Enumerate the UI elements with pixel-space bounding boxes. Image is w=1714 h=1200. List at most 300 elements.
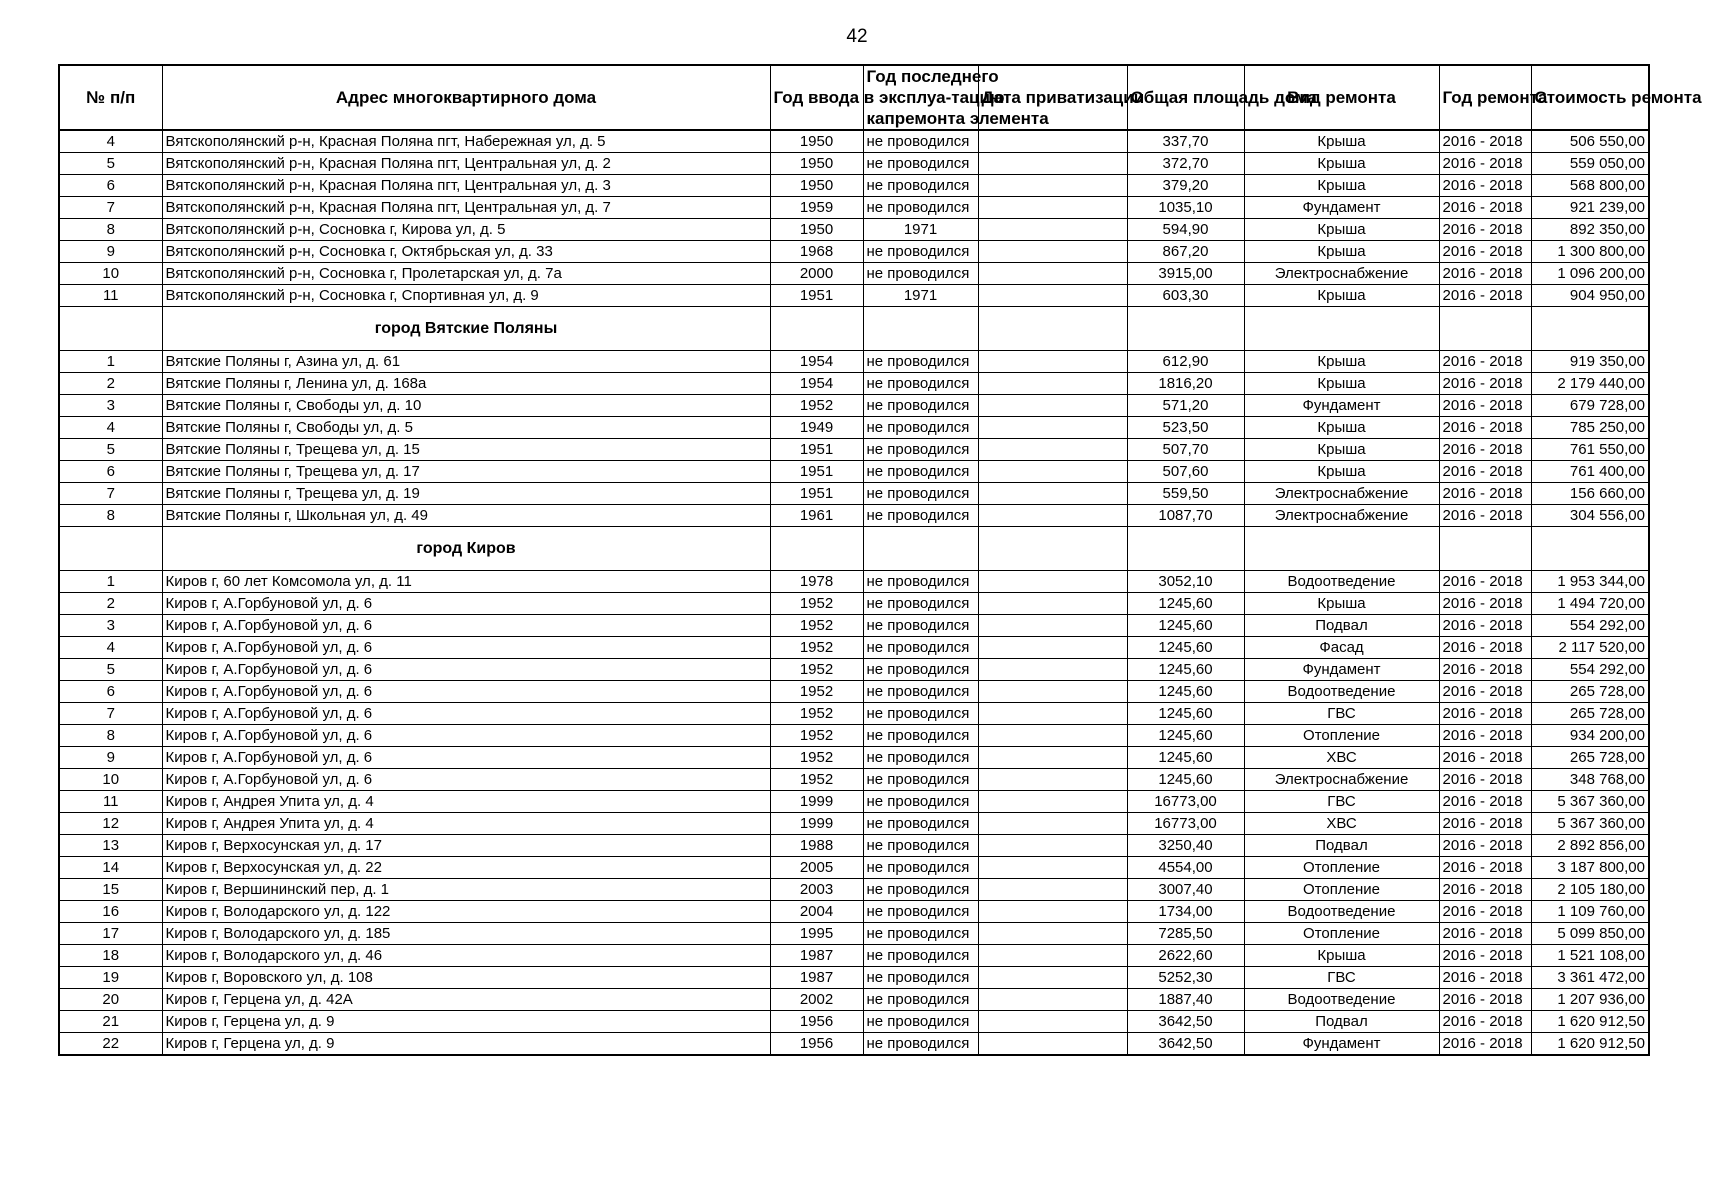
cell-repair-year: 2016 - 2018	[1439, 659, 1531, 681]
cell-repair-year: 2016 - 2018	[1439, 901, 1531, 923]
cell-area: 1816,20	[1127, 373, 1244, 395]
repair-table	[58, 64, 1702, 1056]
cell-cost: 679 728,00	[1531, 395, 1649, 417]
col-header-privatization: Дата приватизации	[978, 65, 1127, 130]
table-row	[59, 153, 1649, 175]
cell-address: Киров г, Герцена ул, д. 9	[162, 1033, 770, 1056]
cell-last-repair: не проводился	[863, 395, 978, 417]
col-header-area: Общая площадь дома	[1127, 65, 1244, 130]
cell-privatization	[978, 1011, 1127, 1033]
cell-year-built: 2000	[770, 263, 863, 285]
cell-last-repair: не проводился	[863, 373, 978, 395]
table-row	[59, 351, 1649, 373]
cell-last-repair: не проводился	[863, 175, 978, 197]
cell-year-built: 1949	[770, 417, 863, 439]
cell-privatization	[978, 967, 1127, 989]
cell-area: 3007,40	[1127, 879, 1244, 901]
cell-repair-year: 2016 - 2018	[1439, 571, 1531, 593]
cell-num: 4	[59, 637, 162, 659]
cell-area: 523,50	[1127, 417, 1244, 439]
cell-address: Киров г, Воровского ул, д. 108	[162, 967, 770, 989]
cell-privatization	[978, 439, 1127, 461]
cell-privatization	[978, 241, 1127, 263]
cell-repair-year: 2016 - 2018	[1439, 923, 1531, 945]
cell-cost: 304 556,00	[1531, 505, 1649, 527]
cell-cost: 921 239,00	[1531, 197, 1649, 219]
cell-last-repair: 1971	[863, 219, 978, 241]
cell-address: Киров г, Володарского ул, д. 122	[162, 901, 770, 923]
cell-repair-year: 2016 - 2018	[1439, 989, 1531, 1011]
cell-repair-type: Крыша	[1244, 175, 1439, 197]
col-header-cost: Стоимость ремонта	[1531, 65, 1649, 130]
cell-year-built: 1950	[770, 153, 863, 175]
cell-repair-year: 2016 - 2018	[1439, 197, 1531, 219]
cell-address: Киров г, А.Горбуновой ул, д. 6	[162, 615, 770, 637]
cell-last-repair: не проводился	[863, 747, 978, 769]
cell-year-built: 1999	[770, 791, 863, 813]
cell-cost: 785 250,00	[1531, 417, 1649, 439]
cell-area: 1245,60	[1127, 659, 1244, 681]
section-empty-cell	[1531, 307, 1649, 351]
cell-address: Вятские Поляны г, Школьная ул, д. 49	[162, 505, 770, 527]
cell-last-repair: не проводился	[863, 725, 978, 747]
table-row	[59, 373, 1649, 395]
table-row	[59, 1033, 1649, 1056]
cell-year-built: 2002	[770, 989, 863, 1011]
section-empty-cell	[1531, 527, 1649, 571]
cell-last-repair: не проводился	[863, 813, 978, 835]
cell-address: Киров г, Верхосунская ул, д. 22	[162, 857, 770, 879]
cell-cost: 1 300 800,00	[1531, 241, 1649, 263]
cell-repair-year: 2016 - 2018	[1439, 637, 1531, 659]
cell-privatization	[978, 769, 1127, 791]
table-row	[59, 461, 1649, 483]
cell-last-repair: не проводился	[863, 791, 978, 813]
cell-num: 4	[59, 417, 162, 439]
cell-year-built: 1954	[770, 373, 863, 395]
cell-year-built: 1987	[770, 967, 863, 989]
cell-repair-year: 2016 - 2018	[1439, 439, 1531, 461]
cell-privatization	[978, 197, 1127, 219]
cell-repair-year: 2016 - 2018	[1439, 813, 1531, 835]
cell-cost: 1 207 936,00	[1531, 989, 1649, 1011]
section-header-row	[59, 307, 1649, 351]
cell-area: 3642,50	[1127, 1033, 1244, 1056]
cell-privatization	[978, 901, 1127, 923]
cell-area: 4554,00	[1127, 857, 1244, 879]
cell-address: Киров г, Володарского ул, д. 185	[162, 923, 770, 945]
cell-repair-type: Крыша	[1244, 593, 1439, 615]
table-row	[59, 263, 1649, 285]
cell-repair-year: 2016 - 2018	[1439, 263, 1531, 285]
cell-last-repair: не проводился	[863, 989, 978, 1011]
cell-cost: 892 350,00	[1531, 219, 1649, 241]
cell-area: 1245,60	[1127, 725, 1244, 747]
cell-year-built: 1952	[770, 637, 863, 659]
cell-num: 7	[59, 483, 162, 505]
cell-area: 559,50	[1127, 483, 1244, 505]
cell-area: 867,20	[1127, 241, 1244, 263]
cell-privatization	[978, 593, 1127, 615]
cell-area: 379,20	[1127, 175, 1244, 197]
section-empty-cell	[1439, 527, 1531, 571]
cell-address: Киров г, Вершининский пер, д. 1	[162, 879, 770, 901]
cell-num: 19	[59, 967, 162, 989]
cell-address: Вятские Поляны г, Азина ул, д. 61	[162, 351, 770, 373]
cell-repair-type: Крыша	[1244, 461, 1439, 483]
cell-year-built: 1987	[770, 945, 863, 967]
cell-last-repair: не проводился	[863, 571, 978, 593]
cell-repair-type: Крыша	[1244, 351, 1439, 373]
cell-num: 1	[59, 571, 162, 593]
table-row	[59, 813, 1649, 835]
col-header-num: № п/п	[59, 65, 162, 130]
cell-privatization	[978, 130, 1127, 153]
cell-repair-type: Крыша	[1244, 945, 1439, 967]
cell-repair-type: Подвал	[1244, 835, 1439, 857]
section-empty-cell	[978, 527, 1127, 571]
cell-cost: 506 550,00	[1531, 130, 1649, 153]
cell-privatization	[978, 747, 1127, 769]
cell-repair-type: Крыша	[1244, 153, 1439, 175]
cell-privatization	[978, 659, 1127, 681]
cell-num: 21	[59, 1011, 162, 1033]
cell-last-repair: не проводился	[863, 923, 978, 945]
table-row	[59, 989, 1649, 1011]
cell-address: Киров г, Андрея Упита ул, д. 4	[162, 813, 770, 835]
cell-area: 603,30	[1127, 285, 1244, 307]
cell-repair-type: Электроснабжение	[1244, 769, 1439, 791]
cell-cost: 919 350,00	[1531, 351, 1649, 373]
table-row	[59, 285, 1649, 307]
cell-repair-year: 2016 - 2018	[1439, 395, 1531, 417]
cell-cost: 1 521 108,00	[1531, 945, 1649, 967]
cell-repair-year: 2016 - 2018	[1439, 681, 1531, 703]
cell-year-built: 1954	[770, 351, 863, 373]
cell-last-repair: не проводился	[863, 197, 978, 219]
cell-cost: 2 179 440,00	[1531, 373, 1649, 395]
cell-num: 8	[59, 725, 162, 747]
cell-cost: 568 800,00	[1531, 175, 1649, 197]
table-row	[59, 505, 1649, 527]
table-row	[59, 417, 1649, 439]
table-row	[59, 593, 1649, 615]
cell-num: 13	[59, 835, 162, 857]
cell-privatization	[978, 417, 1127, 439]
cell-year-built: 1988	[770, 835, 863, 857]
table-row	[59, 769, 1649, 791]
cell-cost: 1 109 760,00	[1531, 901, 1649, 923]
cell-privatization	[978, 351, 1127, 373]
cell-area: 1245,60	[1127, 593, 1244, 615]
cell-repair-type: Крыша	[1244, 241, 1439, 263]
cell-year-built: 1951	[770, 461, 863, 483]
table-row	[59, 747, 1649, 769]
cell-last-repair: не проводился	[863, 615, 978, 637]
cell-address: Киров г, А.Горбуновой ул, д. 6	[162, 637, 770, 659]
cell-repair-year: 2016 - 2018	[1439, 1011, 1531, 1033]
cell-year-built: 1968	[770, 241, 863, 263]
cell-area: 3915,00	[1127, 263, 1244, 285]
cell-year-built: 1950	[770, 130, 863, 153]
cell-year-built: 1952	[770, 703, 863, 725]
cell-last-repair: 1971	[863, 285, 978, 307]
cell-address: Вятскополянский р-н, Сосновка г, Октябрьская ул, д. 33	[162, 241, 770, 263]
cell-privatization	[978, 857, 1127, 879]
cell-last-repair: не проводился	[863, 241, 978, 263]
cell-privatization	[978, 153, 1127, 175]
cell-repair-type: Подвал	[1244, 1011, 1439, 1033]
cell-last-repair: не проводился	[863, 505, 978, 527]
cell-address: Вятскополянский р-н, Сосновка г, Пролетарская ул, д. 7а	[162, 263, 770, 285]
cell-privatization	[978, 571, 1127, 593]
cell-last-repair: не проводился	[863, 130, 978, 153]
cell-num: 6	[59, 681, 162, 703]
cell-area: 1035,10	[1127, 197, 1244, 219]
cell-last-repair: не проводился	[863, 857, 978, 879]
cell-repair-year: 2016 - 2018	[1439, 373, 1531, 395]
cell-area: 372,70	[1127, 153, 1244, 175]
table-row	[59, 879, 1649, 901]
cell-cost: 156 660,00	[1531, 483, 1649, 505]
cell-repair-type: Крыша	[1244, 219, 1439, 241]
cell-repair-year: 2016 - 2018	[1439, 351, 1531, 373]
cell-address: Киров г, А.Горбуновой ул, д. 6	[162, 769, 770, 791]
cell-area: 1887,40	[1127, 989, 1244, 1011]
cell-address: Вятскополянский р-н, Сосновка г, Кирова ул, д. 5	[162, 219, 770, 241]
cell-area: 1734,00	[1127, 901, 1244, 923]
cell-privatization	[978, 835, 1127, 857]
cell-repair-year: 2016 - 2018	[1439, 945, 1531, 967]
cell-address: Вятские Поляны г, Трещева ул, д. 17	[162, 461, 770, 483]
table-row	[59, 659, 1649, 681]
cell-num: 4	[59, 130, 162, 153]
header-row	[59, 65, 1649, 130]
cell-privatization	[978, 505, 1127, 527]
cell-address: Киров г, А.Горбуновой ул, д. 6	[162, 681, 770, 703]
cell-year-built: 1952	[770, 615, 863, 637]
cell-area: 507,60	[1127, 461, 1244, 483]
cell-repair-year: 2016 - 2018	[1439, 879, 1531, 901]
cell-year-built: 1951	[770, 285, 863, 307]
cell-num: 8	[59, 505, 162, 527]
cell-address: Вятские Поляны г, Свободы ул, д. 10	[162, 395, 770, 417]
cell-num: 11	[59, 791, 162, 813]
cell-last-repair: не проводился	[863, 593, 978, 615]
table-row	[59, 681, 1649, 703]
cell-repair-year: 2016 - 2018	[1439, 219, 1531, 241]
cell-year-built: 1995	[770, 923, 863, 945]
cell-area: 1245,60	[1127, 615, 1244, 637]
cell-last-repair: не проводился	[863, 461, 978, 483]
cell-repair-year: 2016 - 2018	[1439, 130, 1531, 153]
cell-address: Вятские Поляны г, Трещева ул, д. 19	[162, 483, 770, 505]
cell-last-repair: не проводился	[863, 703, 978, 725]
section-empty-cell	[1127, 307, 1244, 351]
cell-area: 7285,50	[1127, 923, 1244, 945]
cell-year-built: 1956	[770, 1033, 863, 1056]
section-empty-cell	[59, 307, 162, 351]
cell-privatization	[978, 219, 1127, 241]
cell-privatization	[978, 395, 1127, 417]
cell-year-built: 2003	[770, 879, 863, 901]
cell-num: 9	[59, 747, 162, 769]
cell-num: 22	[59, 1033, 162, 1056]
cell-cost: 2 117 520,00	[1531, 637, 1649, 659]
cell-address: Киров г, Герцена ул, д. 42А	[162, 989, 770, 1011]
cell-address: Киров г, А.Горбуновой ул, д. 6	[162, 659, 770, 681]
cell-cost: 1 620 912,50	[1531, 1033, 1649, 1056]
cell-last-repair: не проводился	[863, 681, 978, 703]
col-header-repair-type: Вид ремонта	[1244, 65, 1439, 130]
cell-area: 571,20	[1127, 395, 1244, 417]
cell-cost: 5 367 360,00	[1531, 791, 1649, 813]
cell-num: 15	[59, 879, 162, 901]
cell-repair-type: ГВС	[1244, 967, 1439, 989]
cell-repair-type: Крыша	[1244, 285, 1439, 307]
cell-repair-year: 2016 - 2018	[1439, 857, 1531, 879]
cell-num: 20	[59, 989, 162, 1011]
table-row	[59, 835, 1649, 857]
cell-num: 11	[59, 285, 162, 307]
cell-last-repair: не проводился	[863, 637, 978, 659]
cell-repair-year: 2016 - 2018	[1439, 725, 1531, 747]
cell-repair-year: 2016 - 2018	[1439, 417, 1531, 439]
cell-year-built: 1961	[770, 505, 863, 527]
cell-repair-type: Крыша	[1244, 130, 1439, 153]
cell-area: 1245,60	[1127, 769, 1244, 791]
cell-privatization	[978, 175, 1127, 197]
cell-year-built: 1952	[770, 593, 863, 615]
cell-repair-year: 2016 - 2018	[1439, 615, 1531, 637]
section-empty-cell	[770, 527, 863, 571]
cell-privatization	[978, 483, 1127, 505]
cell-address: Вятскополянский р-н, Красная Поляна пгт, Набережная ул, д. 5	[162, 130, 770, 153]
cell-num: 10	[59, 263, 162, 285]
cell-address: Киров г, А.Горбуновой ул, д. 6	[162, 747, 770, 769]
table-row	[59, 923, 1649, 945]
cell-last-repair: не проводился	[863, 417, 978, 439]
cell-privatization	[978, 1033, 1127, 1056]
table-row	[59, 175, 1649, 197]
section-empty-cell	[59, 527, 162, 571]
cell-area: 1245,60	[1127, 637, 1244, 659]
cell-repair-type: ХВС	[1244, 813, 1439, 835]
cell-cost: 2 105 180,00	[1531, 879, 1649, 901]
cell-privatization	[978, 725, 1127, 747]
cell-repair-type: Крыша	[1244, 417, 1439, 439]
cell-num: 9	[59, 241, 162, 263]
cell-num: 7	[59, 703, 162, 725]
cell-repair-type: Фундамент	[1244, 1033, 1439, 1056]
cell-year-built: 1952	[770, 659, 863, 681]
cell-num: 12	[59, 813, 162, 835]
cell-address: Вятскополянский р-н, Красная Поляна пгт, Центральная ул, д. 3	[162, 175, 770, 197]
col-header-repair-year: Год ремонта	[1439, 65, 1531, 130]
cell-last-repair: не проводился	[863, 351, 978, 373]
section-header-row	[59, 527, 1649, 571]
cell-repair-year: 2016 - 2018	[1439, 747, 1531, 769]
cell-area: 594,90	[1127, 219, 1244, 241]
cell-repair-type: Крыша	[1244, 373, 1439, 395]
cell-cost: 5 367 360,00	[1531, 813, 1649, 835]
cell-year-built: 1950	[770, 219, 863, 241]
cell-num: 2	[59, 593, 162, 615]
cell-repair-type: Отопление	[1244, 923, 1439, 945]
section-empty-cell	[863, 527, 978, 571]
cell-year-built: 1952	[770, 681, 863, 703]
cell-repair-year: 2016 - 2018	[1439, 153, 1531, 175]
cell-cost: 1 494 720,00	[1531, 593, 1649, 615]
cell-privatization	[978, 989, 1127, 1011]
cell-area: 1245,60	[1127, 703, 1244, 725]
cell-num: 7	[59, 197, 162, 219]
table-row	[59, 791, 1649, 813]
table-row	[59, 483, 1649, 505]
cell-repair-type: ХВС	[1244, 747, 1439, 769]
cell-repair-type: Водоотведение	[1244, 571, 1439, 593]
cell-num: 5	[59, 659, 162, 681]
table-row	[59, 857, 1649, 879]
cell-cost: 265 728,00	[1531, 681, 1649, 703]
cell-cost: 761 550,00	[1531, 439, 1649, 461]
cell-year-built: 2005	[770, 857, 863, 879]
cell-last-repair: не проводился	[863, 153, 978, 175]
table-row	[59, 571, 1649, 593]
cell-area: 507,70	[1127, 439, 1244, 461]
cell-year-built: 1999	[770, 813, 863, 835]
cell-address: Киров г, Володарского ул, д. 46	[162, 945, 770, 967]
cell-num: 17	[59, 923, 162, 945]
cell-year-built: 1956	[770, 1011, 863, 1033]
cell-num: 6	[59, 175, 162, 197]
section-empty-cell	[978, 307, 1127, 351]
cell-address: Вятские Поляны г, Ленина ул, д. 168а	[162, 373, 770, 395]
cell-cost: 3 361 472,00	[1531, 967, 1649, 989]
cell-year-built: 1952	[770, 395, 863, 417]
cell-cost: 348 768,00	[1531, 769, 1649, 791]
cell-repair-type: Крыша	[1244, 439, 1439, 461]
cell-repair-year: 2016 - 2018	[1439, 835, 1531, 857]
cell-last-repair: не проводился	[863, 967, 978, 989]
cell-repair-type: Водоотведение	[1244, 901, 1439, 923]
cell-last-repair: не проводился	[863, 483, 978, 505]
cell-year-built: 1950	[770, 175, 863, 197]
cell-privatization	[978, 373, 1127, 395]
cell-last-repair: не проводился	[863, 1011, 978, 1033]
cell-last-repair: не проводился	[863, 901, 978, 923]
page-number: 42	[846, 26, 868, 47]
cell-repair-year: 2016 - 2018	[1439, 769, 1531, 791]
table-row	[59, 967, 1649, 989]
cell-repair-year: 2016 - 2018	[1439, 175, 1531, 197]
section-title: город Вятские Поляны	[162, 307, 770, 351]
cell-num: 2	[59, 373, 162, 395]
cell-last-repair: не проводился	[863, 879, 978, 901]
cell-cost: 1 953 344,00	[1531, 571, 1649, 593]
cell-privatization	[978, 285, 1127, 307]
cell-num: 1	[59, 351, 162, 373]
cell-year-built: 2004	[770, 901, 863, 923]
cell-area: 16773,00	[1127, 791, 1244, 813]
cell-area: 2622,60	[1127, 945, 1244, 967]
cell-year-built: 1951	[770, 439, 863, 461]
cell-area: 1245,60	[1127, 681, 1244, 703]
cell-area: 3250,40	[1127, 835, 1244, 857]
cell-area: 3052,10	[1127, 571, 1244, 593]
cell-repair-type: Отопление	[1244, 725, 1439, 747]
cell-repair-type: Фундамент	[1244, 659, 1439, 681]
